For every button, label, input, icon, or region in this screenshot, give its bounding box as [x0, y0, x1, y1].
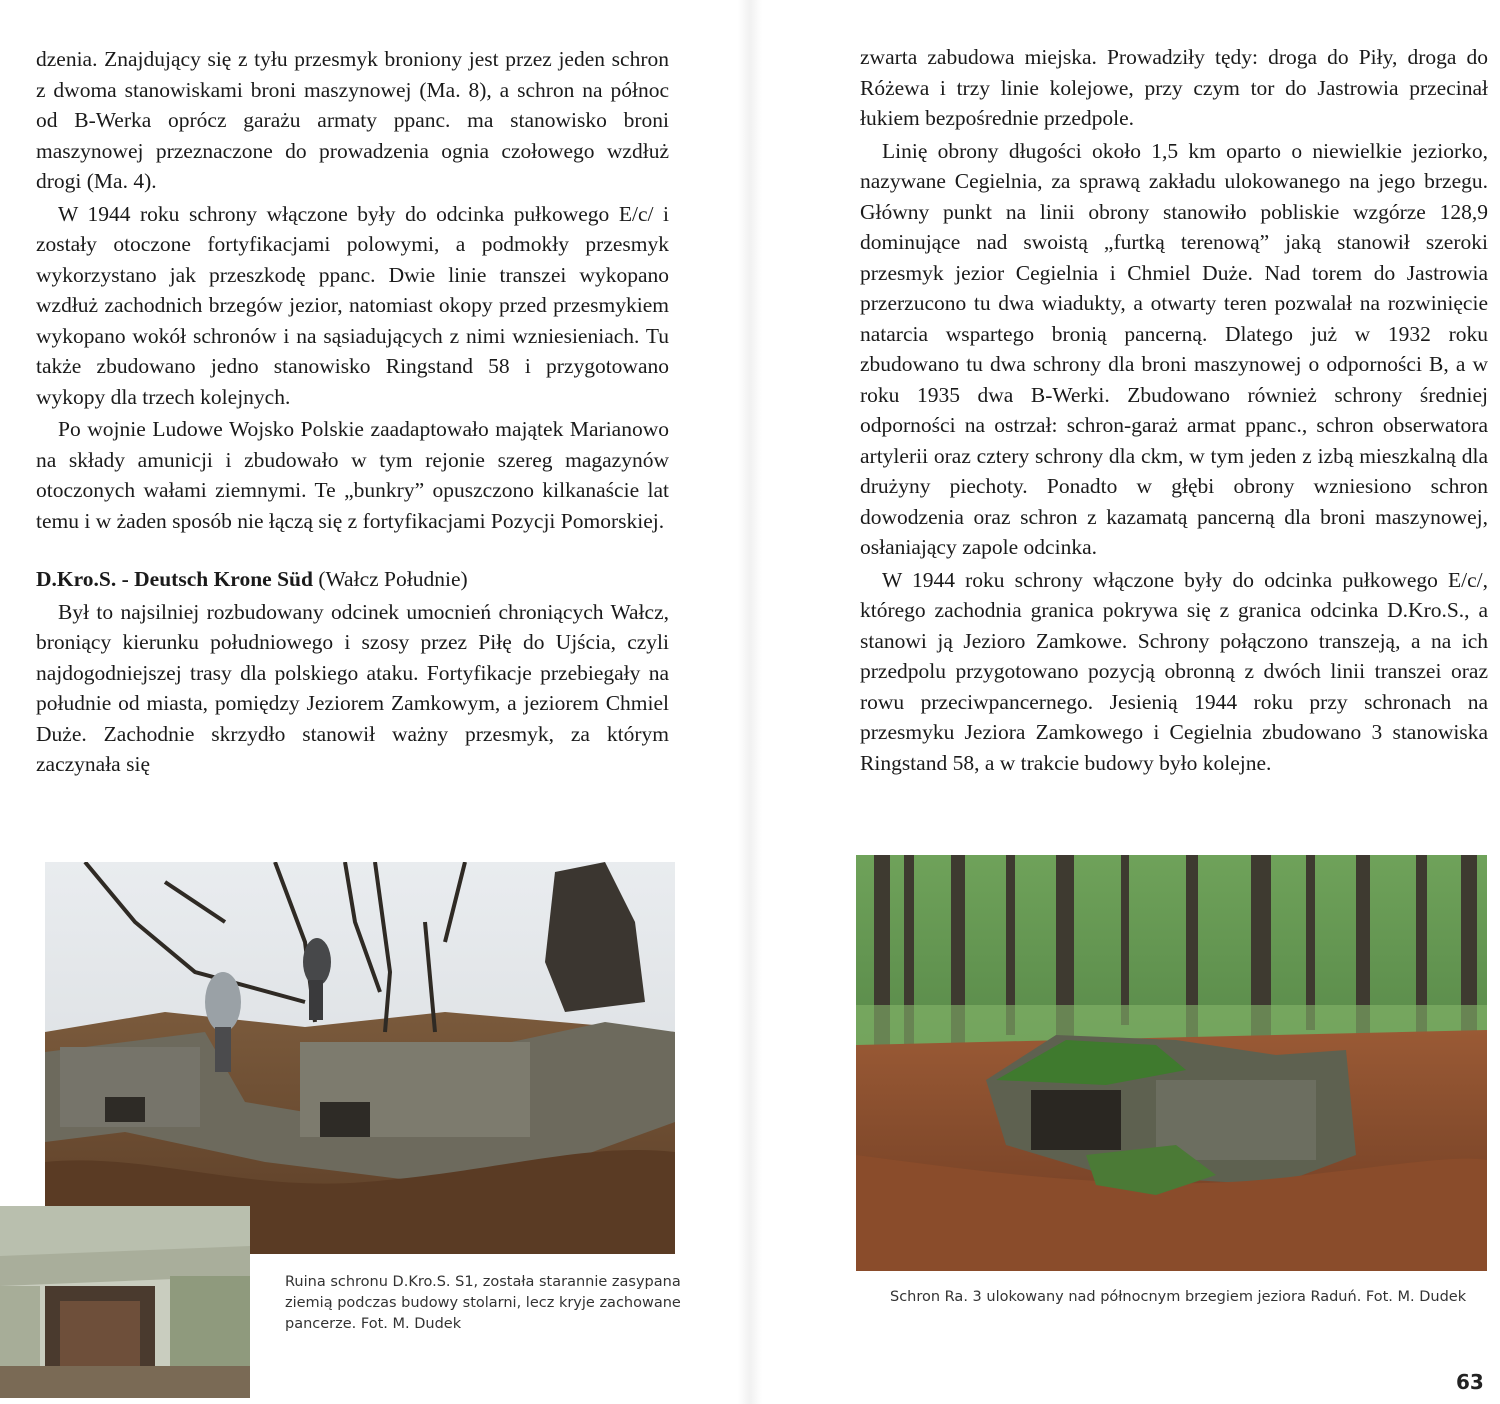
left-photo-caption: Ruina schronu D.Kro.S. S1, została starannie zasypana ziemią podczas budowy stolarni, lecz kryje zachowane pancerze. Fot. M. Dudek — [285, 1274, 681, 1332]
right-paragraph-3: W 1944 roku schrony włączone były do odcinka pułkowego E/c/, którego zachodnia granica pokrywa się z granica odcinka D.Kro.S., a stanowi ją Jezioro Zamkowe. Schrony połączono transzeją, a na ich przedpolu przygotowano pozycją obronną z dwóch linii transzei oraz rowu przeciwpancernego. Jesienią 1944 roku przy schronach na przesmyku Jeziora Zamkowego i Cegielnia zbudowano 3 stanowiska Ringstand 58, a w trakcie budowy było kolejne. — [860, 567, 1488, 775]
left-paragraph-2: W 1944 roku schrony włączone były do odcinka pułkowego E/c/ i zostały otoczone fortyfikacjami polowymi, a podmokły przesmyk wykorzystano jak przeszkodę ppanc. Dwie linie transzei wykopano wzdłuż zachodnich brzegów jezior, natomiast okopy przed przesmykiem wykopano wokół schronów i na sąsiadujących z nimi wzniesieniach. Tu także zbudowano jedno stanowisko Ringstand 58 i przygotowano wykopy dla trzech kolejnych. — [36, 201, 669, 409]
page-number: 63 — [1456, 1370, 1484, 1394]
bunker-ruin-photo — [45, 862, 675, 1254]
section-heading-suffix: (Wałcz Południe) — [312, 567, 468, 591]
left-text-column — [36, 44, 669, 780]
right-text-column — [860, 42, 1488, 778]
right-photo-caption: Schron Ra. 3 ulokowany nad północnym brzegiem jeziora Raduń. Fot. M. Dudek — [890, 1289, 1467, 1305]
right-paragraph-2: Linię obrony długości około 1,5 km oparto o niewielkie jeziorko, nazywane Cegielnia, za sprawą zakładu ulokowanego na jego brzegu. Główny punkt na linii obrony stanowiło pobliskie wzgórze 128,9 dominujące nad swoistą „furtką terenową” jaką stanowił szeroki przesmyk jezior Cegielnia i Chmiel Duże. Nad torem do Jastrowia przerzucono tu dwa wiadukty, a otwarty teren pozwalał na rozwinięcie natarcia wspartego bronią pancerną. Dlatego już w 1932 roku zbudowano tu dwa schrony dla broni maszynowej o odporności B, a w roku 1935 dwa B-Werki. Zbudowano również schrony średniej odporności na ostrzał: schron-garaż armat ppanc., schron obserwatora artylerii oraz cztery schrony dla ckm, w tym jeden z izbą mieszkalną dla drużyny piechoty. Ponadto w głębi obrony wzniesiono schron dowodzenia oraz schron z kazamatą pancerną dla broni maszynowej, osłaniający zapole odcinka. — [860, 138, 1488, 559]
left-paragraph-3: Po wojnie Ludowe Wojsko Polskie zaadaptowało majątek Marianowo na składy amunicji i zbudowało w tym rejonie szereg magazynów otoczonych wałami ziemnymi. Te „bunkry” opuszczono kilkanaście lat temu i w żaden sposób nie łączą się z fortyfikacjami Pozycji Pomorskiej. — [36, 417, 669, 533]
page-gutter — [738, 0, 762, 1404]
bunker-interior-inset-photo — [0, 1206, 250, 1398]
forest-bunker-photo — [856, 855, 1487, 1271]
right-page — [760, 0, 1500, 1404]
section-paragraph: Był to najsilniej rozbudowany odcinek umocnień chroniących Wałcz, broniący kierunku południowego i szosy przez Piłę do Ujścia, czyli najdogodniejszej trasy dla polskiego ataku. Fortyfikacje przebiegały na południe od miasta, pomiędzy Jeziorem Zamkowym, a jeziorem Chmiel Duże. Zachodnie skrzydło stanowił ważny przesmyk, za którym zaczynała się — [36, 599, 669, 776]
section-heading — [36, 564, 669, 595]
left-page — [0, 0, 740, 1404]
right-paragraph-1: zwarta zabudowa miejska. Prowadziły tędy: droga do Piły, droga do Różewa i trzy linie kolejowe, przy czym tor do Jastrowia przecinał łukiem bezpośrednie przedpole. — [860, 45, 1488, 130]
section-heading-bold: D.Kro.S. - Deutsch Krone Süd — [36, 567, 313, 591]
left-paragraph-1: dzenia. Znajdujący się z tyłu przesmyk broniony jest przez jeden schron z dwoma stanowiskami broni maszynowej (Ma. 8), a schron na północ od B-Werka oprócz garażu armaty ppanc. ma stanowisko broni maszynowej przeznaczone do prowadzenia ognia czołowego wzdłuż drogi (Ma. 4). — [36, 47, 669, 193]
